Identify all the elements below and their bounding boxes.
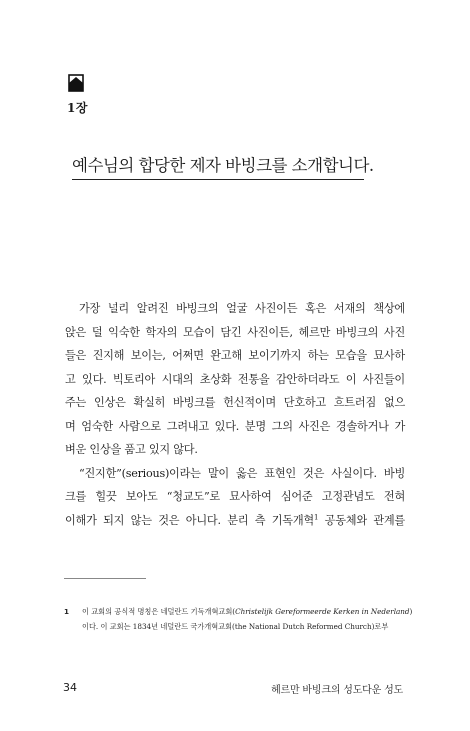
footnote-number: 1 — [64, 607, 70, 616]
footnote-text: ) — [409, 607, 413, 616]
body-line: 크를 힐끗 보아도 “청교도”로 묘사하여 심어준 고정관념도 전혀 — [65, 490, 405, 503]
chapter-title: 예수님의 합당한 제자 바빙크를 소개합니다. — [72, 152, 364, 180]
body-line: “진지한”(serious)이라는 말이 옳은 표현인 것은 사실이다. 바빙 — [79, 466, 405, 480]
body-line: 앉은 덜 익숙한 학자의 모습이 담긴 사진이든, 헤르만 바빙크의 사진 — [65, 325, 405, 339]
footnote-text: 이 교회의 공식적 명칭은 네덜란드 기독개혁교회( — [82, 607, 236, 616]
running-head: 헤르만 바빙크의 성도다운 성도 — [271, 685, 403, 696]
footnote-divider — [64, 578, 146, 579]
body-text-segment: 공동체와 관계를 — [318, 513, 405, 527]
body-line-with-footnote — [65, 509, 405, 533]
body-line: 가장 널리 알려진 바빙크의 얼굴 사진이든 혹은 서재의 책상에 — [79, 302, 405, 315]
footnote-italic-text: Christelijk Gereformeerde Kerken in Nederland — [235, 607, 410, 616]
body-line: 고 있다. 빅토리아 시대의 초상화 전통을 감안하더라도 이 사진들이 — [65, 372, 405, 386]
chapter-label: 1장 — [67, 101, 88, 115]
footnote-line: 이다. 이 교회는 1834년 네덜란드 국가개혁교회(the National Dutch Reformed Church)로부 — [82, 622, 389, 631]
body-line: 들은 진지해 보이는, 어쩌면 완고해 보이기까지 하는 모습을 묘사하 — [65, 349, 405, 362]
body-paragraphs — [65, 297, 405, 532]
page-number: 34 — [63, 681, 77, 694]
body-text-segment: 이해가 되지 않는 것은 아니다. 분리 측 기독개혁 — [65, 513, 314, 527]
footnote — [64, 604, 413, 634]
body-line: 며 엄숙한 사람으로 그려내고 있다. 분명 그의 사진은 경솔하거나 가 — [65, 419, 405, 433]
body-line: 주는 인상은 확실히 바빙크를 헌신적이며 단호하고 흐트러짐 없으 — [65, 396, 405, 409]
body-line: 벼운 인상을 품고 있지 않다. — [65, 443, 198, 456]
chapter-marker-icon — [68, 74, 84, 92]
footnote-reference: 1 — [313, 512, 319, 521]
footnote-line — [64, 604, 413, 619]
